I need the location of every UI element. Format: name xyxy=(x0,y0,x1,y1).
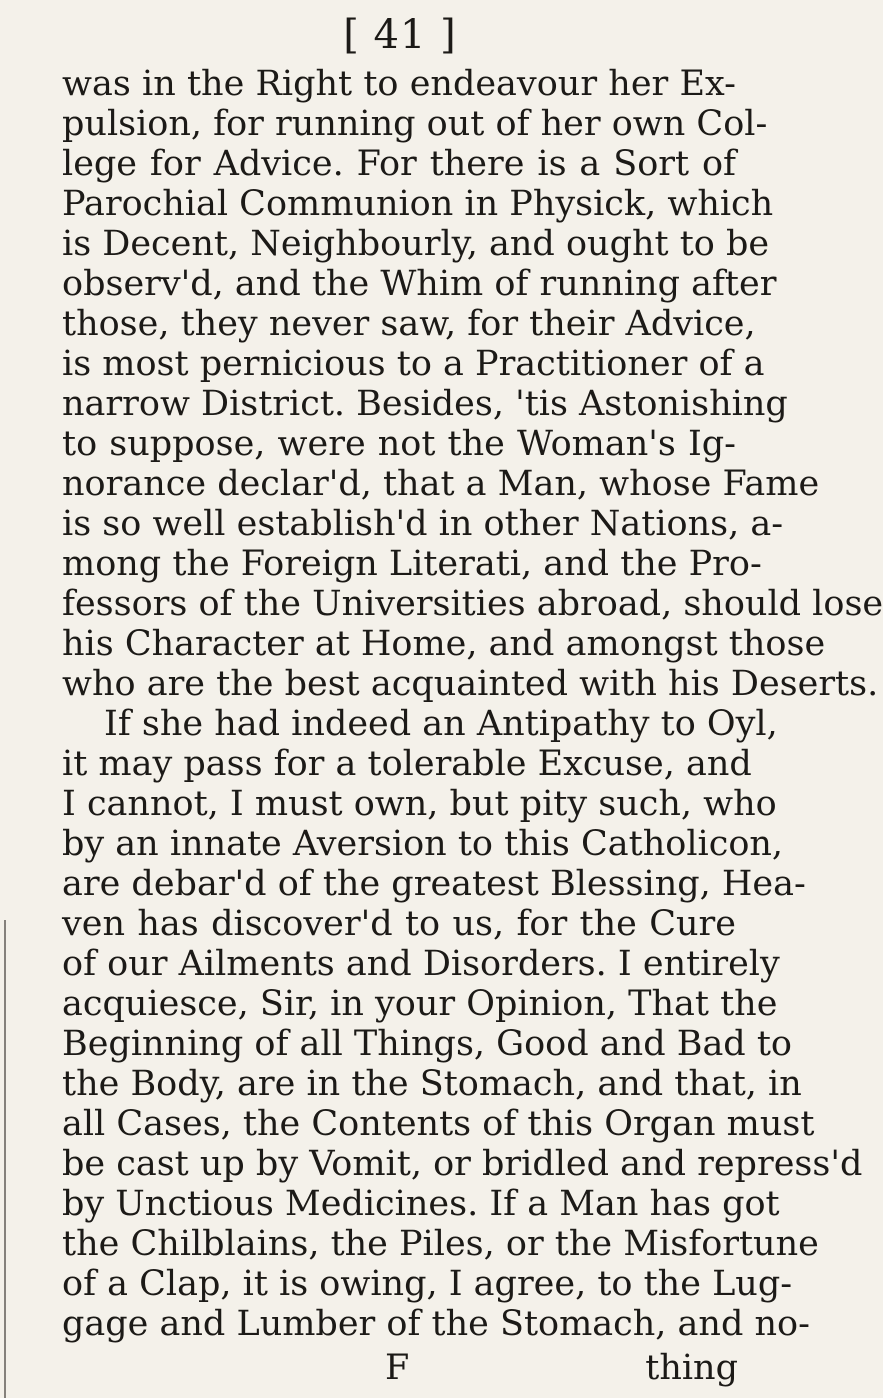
catchword: thing xyxy=(645,1348,738,1388)
text-line: those, they never saw, for their Advice, xyxy=(62,304,756,344)
text-line: are debar'd of the greatest Blessing, Hea- xyxy=(62,864,806,904)
text-line: fessors of the Universities abroad, should lose xyxy=(62,584,883,624)
text-line: by an innate Aversion to this Catholicon, xyxy=(62,824,784,864)
signature-mark: F xyxy=(385,1348,410,1388)
text-line: it may pass for a tolerable Excuse, and xyxy=(62,744,752,784)
text-line: If she had indeed an Antipathy to Oyl, xyxy=(104,704,778,744)
text-line: is Decent, Neighbourly, and ought to be xyxy=(62,224,770,264)
text-line: mong the Foreign Literati, and the Pro- xyxy=(62,544,762,584)
text-line: Parochial Communion in Physick, which xyxy=(62,184,774,224)
text-line: I cannot, I must own, but pity such, who xyxy=(62,784,777,824)
text-line: gage and Lumber of the Stomach, and no- xyxy=(62,1304,810,1344)
text-line: Beginning of all Things, Good and Bad to xyxy=(62,1024,792,1064)
binding-edge-shadow xyxy=(4,920,6,1398)
text-line: the Chilblains, the Piles, or the Misfortune xyxy=(62,1224,819,1264)
text-line: pulsion, for running out of her own Col- xyxy=(62,104,768,144)
text-line: of our Ailments and Disorders. I entirely xyxy=(62,944,780,984)
text-line: ven has discover'd to us, for the Cure xyxy=(62,904,736,944)
page-number: [ 41 ] xyxy=(343,12,457,58)
text-line: narrow District. Besides, 'tis Astonishing xyxy=(62,384,788,424)
page-footer xyxy=(0,1346,800,1394)
text-line: his Character at Home, and amongst those xyxy=(62,624,826,664)
text-line: of a Clap, it is owing, I agree, to the Lug- xyxy=(62,1264,793,1304)
text-line: to suppose, were not the Woman's Ig- xyxy=(62,424,736,464)
text-line: acquiesce, Sir, in your Opinion, That the xyxy=(62,984,778,1024)
text-line: all Cases, the Contents of this Organ must xyxy=(62,1104,815,1144)
text-line: is most pernicious to a Practitioner of a xyxy=(62,344,765,384)
text-line: who are the best acquainted with his Deserts. xyxy=(62,664,879,704)
text-line: is so well establish'd in other Nations, a- xyxy=(62,504,784,544)
text-line: be cast up by Vomit, or bridled and repress'd xyxy=(62,1144,863,1184)
text-line: by Unctious Medicines. If a Man has got xyxy=(62,1184,780,1224)
text-line: norance declar'd, that a Man, whose Fame xyxy=(62,464,820,504)
text-line: the Body, are in the Stomach, and that, in xyxy=(62,1064,802,1104)
text-line: observ'd, and the Whim of running after xyxy=(62,264,777,304)
text-line: lege for Advice. For there is a Sort of xyxy=(62,144,736,184)
text-line: was in the Right to endeavour her Ex- xyxy=(62,64,736,104)
